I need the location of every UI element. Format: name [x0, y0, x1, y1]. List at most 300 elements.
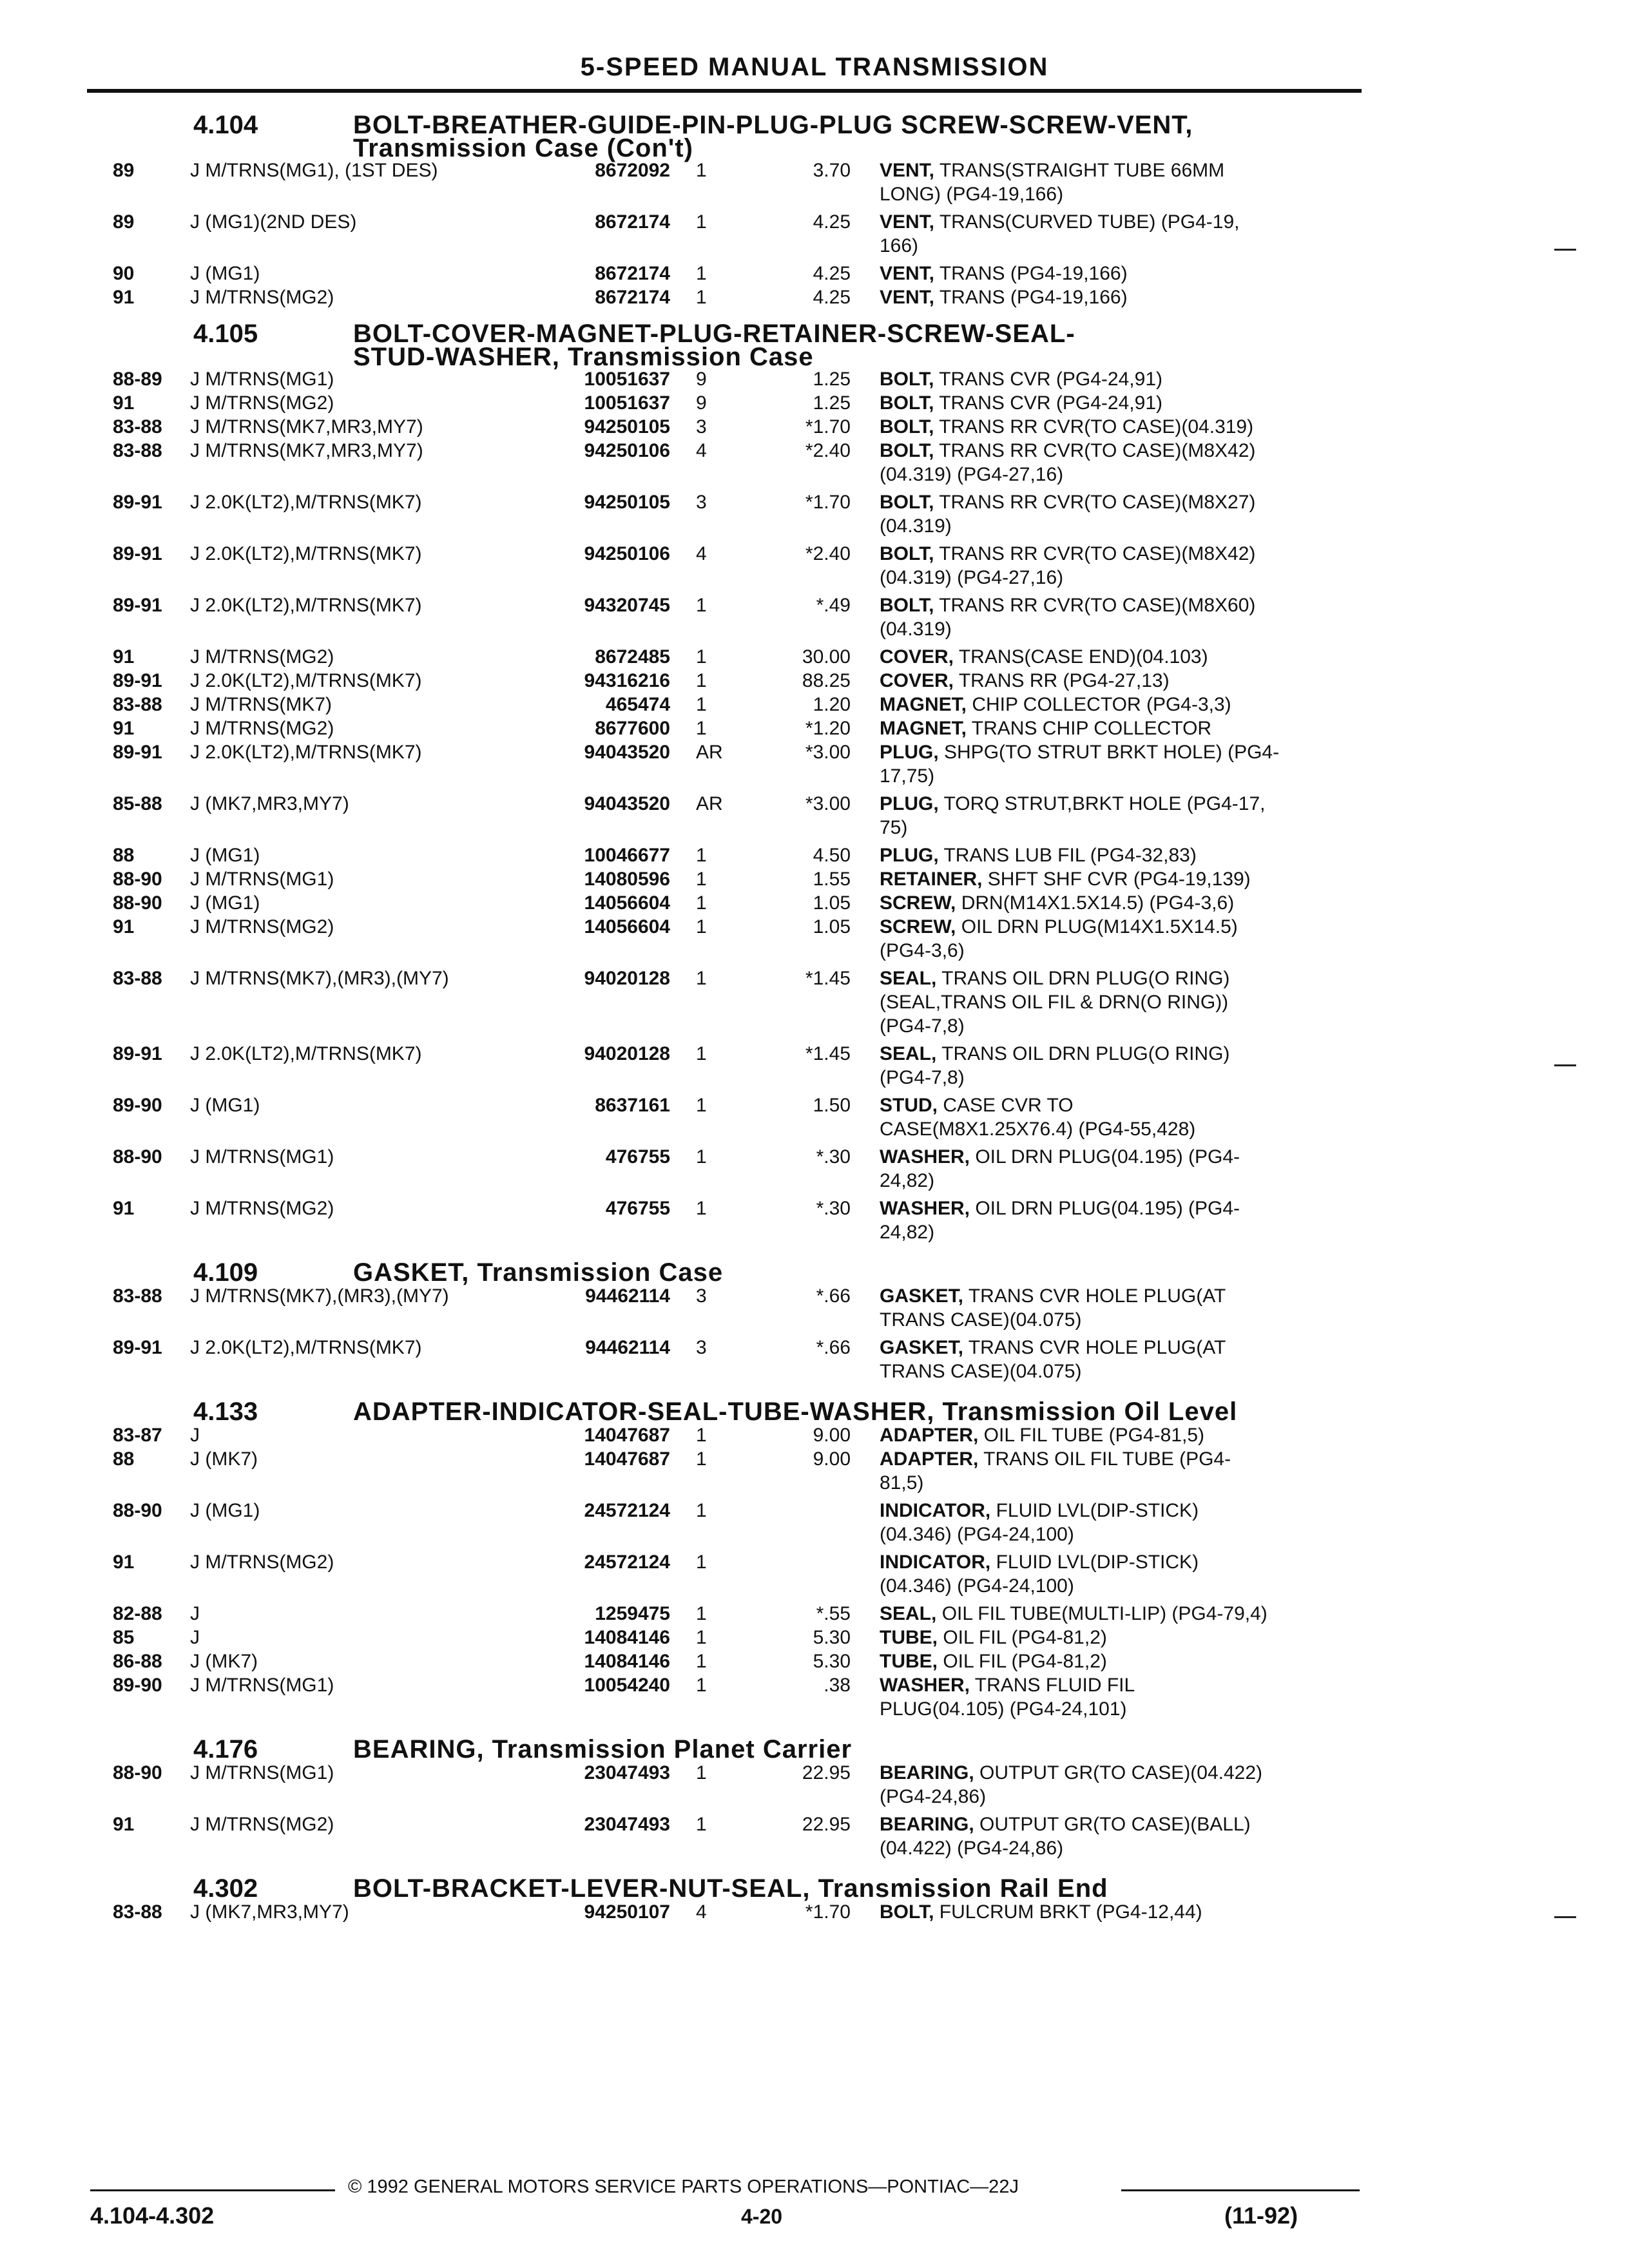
application: J M/TRNS(MK7)	[190, 694, 332, 715]
quantity: AR	[696, 793, 723, 814]
description-continued: (04.346) (PG4-24,100)	[880, 1575, 1074, 1597]
description	[880, 440, 1360, 462]
application: J M/TRNS(MG2)	[190, 1814, 334, 1835]
part-number: 10051637	[584, 392, 670, 414]
part-number: 24572124	[584, 1552, 670, 1573]
part-number: 94043520	[584, 793, 670, 814]
model-years: 83-88	[113, 968, 162, 989]
model-years: 88-90	[113, 1762, 162, 1783]
part-row	[0, 1627, 1629, 1650]
price: *1.45	[805, 1043, 851, 1064]
description	[880, 211, 1360, 233]
description-text: INDICATOR, FLUID LVL(DIP-STICK)	[880, 1500, 1199, 1521]
model-years: 91	[113, 718, 135, 739]
footer-page-number: 4-20	[741, 2205, 783, 2228]
description	[880, 287, 1360, 309]
description	[880, 1901, 1360, 1923]
model-years: 83-88	[113, 416, 162, 437]
description-text: VENT, TRANS(STRAIGHT TUBE 66MM	[880, 160, 1225, 181]
application: J (MG1)	[190, 892, 260, 914]
description	[880, 670, 1360, 692]
model-years: 89-91	[113, 543, 162, 564]
part-row-continuation	[0, 1524, 1629, 1547]
model-years: 88-90	[113, 869, 162, 890]
part-number: 10054240	[584, 1675, 670, 1696]
model-years: 89-90	[113, 1095, 162, 1116]
part-row	[0, 1146, 1629, 1169]
description	[880, 543, 1360, 565]
description-text: BOLT, TRANS RR CVR(TO CASE)(04.319)	[880, 416, 1254, 437]
description	[880, 1500, 1360, 1522]
application: J 2.0K(LT2),M/TRNS(MK7)	[190, 1043, 422, 1064]
part-row-continuation	[0, 464, 1629, 487]
part-number: 94250106	[584, 440, 670, 461]
part-row	[0, 1500, 1629, 1523]
description-text: BEARING, OUTPUT GR(TO CASE)(04.422)	[880, 1762, 1263, 1783]
model-years: 83-88	[113, 1285, 162, 1307]
part-row	[0, 916, 1629, 939]
price: 9.00	[813, 1448, 851, 1470]
part-row	[0, 492, 1629, 515]
model-years: 82-88	[113, 1603, 162, 1624]
description-text: MAGNET, CHIP COLLECTOR (PG4-3,3)	[880, 694, 1231, 715]
part-number: 476755	[605, 1146, 670, 1168]
application: J (MG1)	[190, 263, 260, 284]
application: J M/TRNS(MK7),(MR3),(MY7)	[190, 968, 449, 989]
part-number: 465474	[605, 694, 670, 715]
part-number: 94250106	[584, 543, 670, 564]
quantity: 3	[696, 492, 707, 513]
price: *2.40	[805, 440, 851, 461]
section-number: 4.104	[193, 111, 258, 139]
part-row	[0, 892, 1629, 916]
quantity: 3	[696, 1285, 707, 1307]
description	[880, 845, 1360, 867]
model-years: 91	[113, 1814, 135, 1835]
model-years: 88	[113, 1448, 135, 1470]
part-row-continuation	[0, 1170, 1629, 1193]
part-row-continuation	[0, 619, 1629, 642]
description	[880, 1675, 1360, 1696]
model-years: 88-89	[113, 369, 162, 390]
model-years: 89-90	[113, 1675, 162, 1696]
application: J M/TRNS(MK7,MR3,MY7)	[190, 440, 423, 461]
quantity: 1	[696, 1552, 707, 1573]
part-row	[0, 718, 1629, 741]
description	[880, 1651, 1360, 1673]
description	[880, 1095, 1360, 1117]
part-number: 8672174	[595, 211, 670, 233]
application: J 2.0K(LT2),M/TRNS(MK7)	[190, 492, 422, 513]
price: *.49	[816, 595, 851, 616]
description	[880, 646, 1360, 668]
application: J M/TRNS(MG1), (1ST DES)	[190, 160, 438, 181]
price: *.66	[816, 1285, 851, 1307]
price: 1.25	[813, 369, 851, 390]
quantity: 9	[696, 392, 707, 414]
quantity: 1	[696, 869, 707, 890]
description-text: COVER, TRANS(CASE END)(04.103)	[880, 646, 1208, 668]
application: J M/TRNS(MG1)	[190, 869, 334, 890]
part-number: 1259475	[595, 1603, 670, 1624]
part-number: 94462114	[585, 1285, 670, 1307]
description-text: BOLT, TRANS RR CVR(TO CASE)(M8X42)	[880, 440, 1256, 461]
part-row-continuation	[0, 817, 1629, 840]
description	[880, 492, 1360, 514]
quantity: 1	[696, 160, 707, 181]
description-text: SCREW, OIL DRN PLUG(M14X1.5X14.5)	[880, 916, 1238, 937]
model-years: 89-91	[113, 670, 162, 691]
part-row-continuation	[0, 1698, 1629, 1722]
description-text: STUD, CASE CVR TO	[880, 1095, 1074, 1116]
description-text: WASHER, TRANS FLUID FIL	[880, 1675, 1135, 1696]
model-years: 89	[113, 160, 135, 181]
application: J 2.0K(LT2),M/TRNS(MK7)	[190, 595, 422, 616]
description-continued: PLUG(04.105) (PG4-24,101)	[880, 1698, 1127, 1720]
application: J	[190, 1603, 200, 1624]
part-row-continuation	[0, 1472, 1629, 1495]
price: 5.30	[813, 1651, 851, 1672]
description	[880, 1198, 1360, 1220]
description-continued: (04.422) (PG4-24,86)	[880, 1838, 1064, 1859]
price: 1.25	[813, 392, 851, 414]
model-years: 86-88	[113, 1651, 162, 1672]
quantity: 1	[696, 1095, 707, 1116]
application: J 2.0K(LT2),M/TRNS(MK7)	[190, 1337, 422, 1358]
model-years: 88-90	[113, 1146, 162, 1168]
model-years: 85-88	[113, 793, 162, 814]
application: J M/TRNS(MG1)	[190, 369, 334, 390]
part-row-continuation	[0, 1309, 1629, 1332]
description	[880, 1285, 1360, 1307]
part-row-continuation	[0, 1838, 1629, 1861]
description	[880, 1448, 1360, 1470]
model-years: 91	[113, 916, 135, 937]
description-text: PLUG, TORQ STRUT,BRKT HOLE (PG4-17,	[880, 793, 1266, 814]
quantity: 1	[696, 211, 707, 233]
section-title: BOLT-BRACKET-LEVER-NUT-SEAL, Transmission Rail End	[353, 1874, 1108, 1903]
model-years: 85	[113, 1627, 135, 1648]
description-continued: 24,82)	[880, 1170, 935, 1191]
application: J M/TRNS(MK7,MR3,MY7)	[190, 416, 423, 437]
application: J M/TRNS(MG2)	[190, 916, 334, 937]
price: *1.45	[805, 968, 851, 989]
price: .38	[824, 1675, 851, 1696]
description-continued: 75)	[880, 817, 908, 838]
description-text: SEAL, OIL FIL TUBE(MULTI-LIP) (PG4-79,4)	[880, 1603, 1268, 1624]
description-text: INDICATOR, FLUID LVL(DIP-STICK)	[880, 1552, 1199, 1573]
description-text: SCREW, DRN(M14X1.5X14.5) (PG4-3,6)	[880, 892, 1235, 914]
part-number: 14047687	[584, 1448, 670, 1470]
price: 1.55	[813, 869, 851, 890]
part-number: 8672174	[595, 287, 670, 308]
price: 30.00	[802, 646, 851, 668]
description-continued: (04.319)	[880, 515, 952, 537]
description	[880, 916, 1360, 938]
section-title: ADAPTER-INDICATOR-SEAL-TUBE-WASHER, Transmission Oil Level	[353, 1398, 1238, 1426]
quantity: 4	[696, 1901, 707, 1923]
model-years: 90	[113, 263, 135, 284]
header-rule	[87, 89, 1362, 93]
description	[880, 1425, 1360, 1446]
description-continued: 81,5)	[880, 1472, 924, 1494]
price: 3.70	[813, 160, 851, 181]
model-years: 89-91	[113, 492, 162, 513]
application: J M/TRNS(MG2)	[190, 287, 334, 308]
part-number: 94320745	[584, 595, 670, 616]
application: J (MK7)	[190, 1448, 258, 1470]
description-text: BEARING, OUTPUT GR(TO CASE)(BALL)	[880, 1814, 1251, 1835]
quantity: 1	[696, 1448, 707, 1470]
section-title: BEARING, Transmission Planet Carrier	[353, 1735, 853, 1763]
description-text: WASHER, OIL DRN PLUG(04.195) (PG4-	[880, 1146, 1240, 1168]
part-row	[0, 1337, 1629, 1360]
part-row-continuation	[0, 1222, 1629, 1245]
part-row	[0, 160, 1629, 183]
section-number: 4.302	[193, 1874, 258, 1903]
model-years: 83-88	[113, 440, 162, 461]
description	[880, 892, 1360, 914]
quantity: 1	[696, 1762, 707, 1783]
model-years: 91	[113, 1198, 135, 1219]
part-number: 94020128	[584, 968, 670, 989]
description-text: PLUG, SHPG(TO STRUT BRKT HOLE) (PG4-	[880, 742, 1280, 763]
page-title: 5-SPEED MANUAL TRANSMISSION	[580, 53, 1049, 81]
quantity: 1	[696, 845, 707, 866]
part-number: 94250107	[584, 1901, 670, 1923]
model-years: 91	[113, 392, 135, 414]
price: 4.50	[813, 845, 851, 866]
application: J M/TRNS(MG2)	[190, 718, 334, 739]
price: 1.05	[813, 916, 851, 937]
model-years: 83-87	[113, 1425, 162, 1446]
quantity: 1	[696, 595, 707, 616]
application: J (MG1)	[190, 845, 260, 866]
description	[880, 718, 1360, 740]
part-number: 94020128	[584, 1043, 670, 1064]
section-number: 4.176	[193, 1735, 258, 1763]
description-text: BOLT, FULCRUM BRKT (PG4-12,44)	[880, 1901, 1202, 1923]
application: J M/TRNS(MG2)	[190, 1198, 334, 1219]
description-text: BOLT, TRANS RR CVR(TO CASE)(M8X27)	[880, 492, 1256, 513]
application: J	[190, 1425, 200, 1446]
margin-mark	[1554, 1064, 1576, 1066]
margin-mark	[1554, 249, 1576, 251]
description	[880, 869, 1360, 890]
description-text: BOLT, TRANS CVR (PG4-24,91)	[880, 392, 1162, 414]
description-continued: (PG4-3,6)	[880, 940, 965, 961]
price: 22.95	[802, 1762, 851, 1783]
part-number: 14084146	[584, 1651, 670, 1672]
part-number: 94043520	[584, 742, 670, 763]
description-text: SEAL, TRANS OIL DRN PLUG(O RING)	[880, 1043, 1230, 1064]
part-row	[0, 1095, 1629, 1118]
description-text: VENT, TRANS(CURVED TUBE) (PG4-19,	[880, 211, 1240, 233]
model-years: 88-90	[113, 1500, 162, 1521]
model-years: 91	[113, 646, 135, 668]
description-text: SEAL, TRANS OIL DRN PLUG(O RING)	[880, 968, 1230, 989]
part-row	[0, 694, 1629, 717]
part-row	[0, 392, 1629, 416]
description	[880, 392, 1360, 414]
description-text: BOLT, TRANS CVR (PG4-24,91)	[880, 369, 1162, 390]
section-number: 4.133	[193, 1398, 258, 1426]
quantity: 1	[696, 694, 707, 715]
description-continued: TRANS CASE)(04.075)	[880, 1361, 1082, 1382]
description-continued: (04.319)	[880, 619, 952, 640]
model-years: 89	[113, 211, 135, 233]
description	[880, 968, 1360, 990]
part-row	[0, 1901, 1629, 1925]
part-row-continuation	[0, 235, 1629, 258]
part-number: 94316216	[584, 670, 670, 691]
description-continued: TRANS CASE)(04.075)	[880, 1309, 1082, 1331]
description-text: RETAINER, SHFT SHF CVR (PG4-19,139)	[880, 869, 1251, 890]
part-row-continuation	[0, 515, 1629, 539]
quantity: 4	[696, 440, 707, 461]
application: J (MK7)	[190, 1651, 258, 1672]
price: *1.70	[805, 1901, 851, 1923]
description	[880, 1552, 1360, 1573]
quantity: 3	[696, 1337, 707, 1358]
part-row	[0, 670, 1629, 693]
price: 1.05	[813, 892, 851, 914]
description-text: GASKET, TRANS CVR HOLE PLUG(AT	[880, 1285, 1226, 1307]
part-number: 94462114	[585, 1337, 670, 1358]
price: *1.70	[805, 492, 851, 513]
description	[880, 742, 1360, 764]
description	[880, 793, 1360, 815]
part-number: 14084146	[584, 1627, 670, 1648]
part-row	[0, 263, 1629, 286]
quantity: 1	[696, 1043, 707, 1064]
application: J M/TRNS(MG1)	[190, 1675, 334, 1696]
part-row-continuation	[0, 1119, 1629, 1142]
application: J M/TRNS(MG1)	[190, 1146, 334, 1168]
part-number: 23047493	[584, 1762, 670, 1783]
description-continued: (04.346) (PG4-24,100)	[880, 1524, 1074, 1545]
part-number: 14047687	[584, 1425, 670, 1446]
price: 4.25	[813, 211, 851, 233]
description-text: VENT, TRANS (PG4-19,166)	[880, 287, 1128, 308]
description	[880, 160, 1360, 182]
description	[880, 263, 1360, 285]
application: J 2.0K(LT2),M/TRNS(MK7)	[190, 543, 422, 564]
price: *.66	[816, 1337, 851, 1358]
section-title: BOLT-COVER-MAGNET-PLUG-RETAINER-SCREW-SEAL-	[353, 320, 1075, 348]
section-subtitle: STUD-WASHER, Transmission Case	[353, 343, 814, 371]
application: J M/TRNS(MK7),(MR3),(MY7)	[190, 1285, 449, 1307]
quantity: 1	[696, 1146, 707, 1168]
application: J M/TRNS(MG2)	[190, 646, 334, 668]
footer-copyright: © 1992 GENERAL MOTORS SERVICE PARTS OPERATIONS—PONTIAC—22J	[348, 2177, 1019, 2197]
model-years: 91	[113, 1552, 135, 1573]
quantity: 1	[696, 1603, 707, 1624]
part-row	[0, 287, 1629, 310]
part-row	[0, 1603, 1629, 1626]
part-row	[0, 543, 1629, 566]
part-row-continuation	[0, 1067, 1629, 1090]
part-row-continuation	[0, 940, 1629, 963]
part-row	[0, 211, 1629, 235]
part-number: 8672174	[595, 263, 670, 284]
model-years: 83-88	[113, 694, 162, 715]
quantity: 1	[696, 1500, 707, 1521]
quantity: 1	[696, 1627, 707, 1648]
part-number: 8672485	[595, 646, 670, 668]
application: J 2.0K(LT2),M/TRNS(MK7)	[190, 742, 422, 763]
part-number: 8677600	[595, 718, 670, 739]
price: 88.25	[802, 670, 851, 691]
price: 22.95	[802, 1814, 851, 1835]
section-number: 4.105	[193, 320, 258, 348]
quantity: 1	[696, 916, 707, 937]
part-number: 14056604	[584, 892, 670, 914]
part-row-continuation	[0, 567, 1629, 590]
part-row	[0, 416, 1629, 439]
price: 4.25	[813, 263, 851, 284]
description	[880, 694, 1360, 716]
price: *3.00	[805, 793, 851, 814]
description-text: PLUG, TRANS LUB FIL (PG4-32,83)	[880, 845, 1197, 866]
description-text: WASHER, OIL DRN PLUG(04.195) (PG4-	[880, 1198, 1240, 1219]
section-title: GASKET, Transmission Case	[353, 1258, 724, 1287]
description	[880, 1814, 1360, 1836]
footer-section-range: 4.104-4.302	[90, 2202, 215, 2229]
section-title: BOLT-BREATHER-GUIDE-PIN-PLUG-PLUG SCREW-SCREW-VENT,	[353, 111, 1193, 139]
part-row-continuation	[0, 1361, 1629, 1384]
part-number: 94250105	[584, 492, 670, 513]
price: 1.50	[813, 1095, 851, 1116]
part-row	[0, 1448, 1629, 1472]
model-years: 89-91	[113, 595, 162, 616]
description-continued: (04.319) (PG4-27,16)	[880, 567, 1064, 588]
quantity: 1	[696, 263, 707, 284]
model-years: 89-91	[113, 1337, 162, 1358]
price: *3.00	[805, 742, 851, 763]
quantity: 1	[696, 968, 707, 989]
description	[880, 595, 1360, 617]
application: J	[190, 1627, 200, 1648]
quantity: AR	[696, 742, 723, 763]
description	[880, 1146, 1360, 1168]
description-text: MAGNET, TRANS CHIP COLLECTOR	[880, 718, 1212, 739]
part-row	[0, 1762, 1629, 1785]
application: J (MG1)	[190, 1095, 260, 1116]
margin-mark	[1554, 1916, 1576, 1918]
quantity: 3	[696, 416, 707, 437]
part-row	[0, 1814, 1629, 1837]
part-row	[0, 1651, 1629, 1674]
description-text: ADAPTER, OIL FIL TUBE (PG4-81,5)	[880, 1425, 1205, 1446]
quantity: 1	[696, 646, 707, 668]
part-row	[0, 1198, 1629, 1221]
application: J (MG1)	[190, 1500, 260, 1521]
part-number: 476755	[605, 1198, 670, 1219]
part-row	[0, 1285, 1629, 1309]
description	[880, 1043, 1360, 1065]
section-number: 4.109	[193, 1258, 258, 1287]
description	[880, 369, 1360, 390]
part-row	[0, 595, 1629, 618]
price: *1.70	[805, 416, 851, 437]
description-continued: (PG4-7,8)	[880, 1067, 965, 1088]
application: J M/TRNS(MG2)	[190, 1552, 334, 1573]
quantity: 4	[696, 543, 707, 564]
part-number: 10046677	[584, 845, 670, 866]
description	[880, 1603, 1360, 1625]
model-years: 88	[113, 845, 135, 866]
